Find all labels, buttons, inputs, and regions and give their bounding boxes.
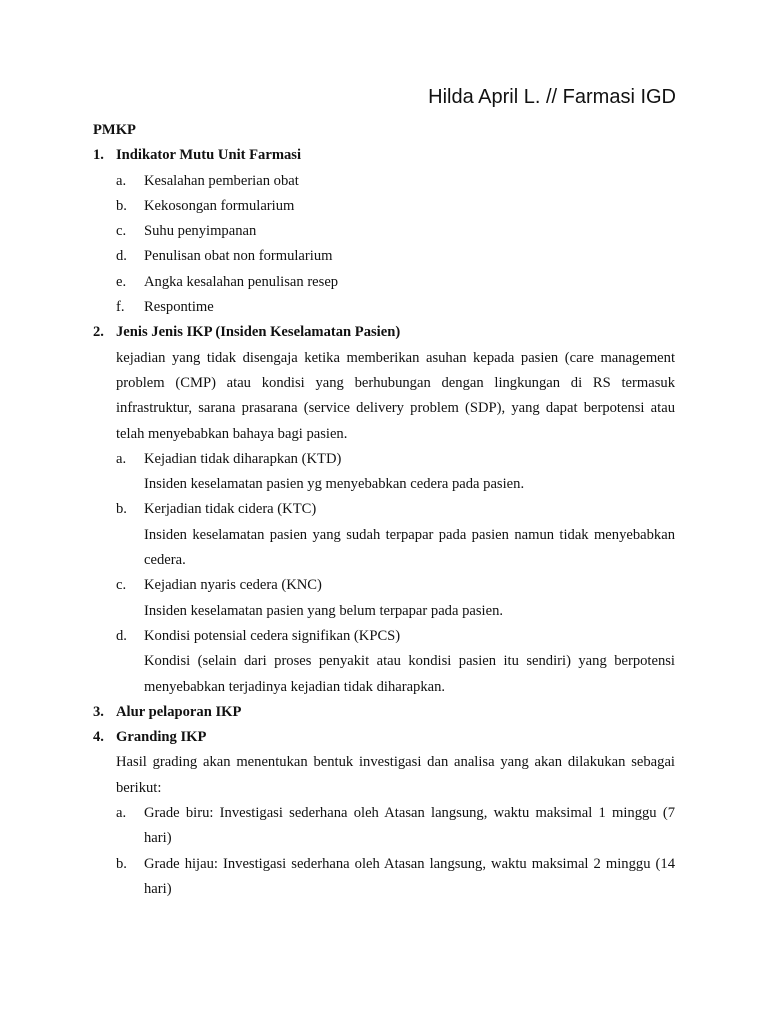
- sub-letter: c.: [116, 223, 127, 240]
- list-item-2: [93, 320, 675, 699]
- item-heading: Granding IKP: [116, 729, 207, 746]
- sub-title: Kesalahan pemberian obat: [144, 172, 299, 189]
- sub-item: [116, 573, 675, 624]
- sub-letter: a.: [116, 172, 127, 189]
- sub-item: [116, 295, 675, 320]
- item-heading: Alur pelaporan IKP: [116, 703, 242, 720]
- sub-item: [116, 219, 675, 244]
- sub-title: Respontime: [144, 299, 214, 316]
- sub-title: Kerjadian tidak cidera (KTC): [144, 501, 317, 518]
- sub-description: Insiden keselamatan pasien yg menyebabkan cedera pada pasien.: [144, 476, 525, 493]
- sub-title: Grade hijau: Investigasi sederhana oleh Atasan langsung, waktu maksimal 2 minggu (14 hari): [144, 855, 675, 897]
- sub-letter: a.: [116, 450, 127, 467]
- sub-list: [116, 169, 675, 321]
- sub-title: Suhu penyimpanan: [144, 223, 257, 240]
- sub-title: Kejadian tidak diharapkan (KTD): [144, 450, 342, 467]
- item-number: 4.: [93, 729, 104, 746]
- sub-description: Insiden keselamatan pasien yang sudah terpapar pada pasien namun tidak menyebabkan cedera.: [144, 526, 675, 569]
- sub-item: [116, 194, 675, 219]
- item-heading: Jenis Jenis IKP (Insiden Keselamatan Pasien): [116, 324, 401, 341]
- item-number: 3.: [93, 703, 104, 720]
- sub-title: Penulisan obat non formularium: [144, 248, 333, 265]
- sub-letter: d.: [116, 248, 127, 265]
- item-paragraph: kejadian yang tidak disengaja ketika memberikan asuhan kepada pasien (care management problem (CMP) atau kondisi yang berhubungan dengan lingkungan di RS termasuk infrastruktur, sarana prasarana (service delivery problem (SDP), yang dapat berpotensi atau telah menyebabkan bahaya bagi pasien.: [116, 349, 675, 442]
- sub-item: [116, 169, 675, 194]
- item-heading: Indikator Mutu Unit Farmasi: [116, 147, 302, 164]
- item-paragraph: Hasil grading akan menentukan bentuk investigasi dan analisa yang akan dilakukan sebagai berikut:: [116, 754, 675, 796]
- sub-title: Kejadian nyaris cedera (KNC): [144, 577, 322, 594]
- sub-title: Angka kesalahan penulisan resep: [144, 273, 339, 290]
- sub-title: Kondisi potensial cedera signifikan (KPCS): [144, 627, 401, 644]
- sub-item: [116, 852, 675, 903]
- sub-description: Insiden keselamatan pasien yang belum terpapar pada pasien.: [144, 602, 504, 619]
- sub-item: [116, 801, 675, 852]
- sub-title: Grade biru: Investigasi sederhana oleh Atasan langsung, waktu maksimal 1 minggu (7 hari): [144, 805, 675, 847]
- document-body: [93, 118, 675, 902]
- sub-list: [116, 801, 675, 902]
- sub-item: [116, 270, 675, 295]
- sub-list: [116, 447, 675, 700]
- sub-letter: b.: [116, 197, 127, 214]
- sub-item: [116, 447, 675, 498]
- item-number: 1.: [93, 147, 104, 164]
- sub-letter: d.: [116, 627, 127, 644]
- sub-description: Kondisi (selain dari proses penyakit atau kondisi pasien itu sendiri) yang berpotensi menyebabkan terjadinya kejadian tidak diharapkan.: [144, 653, 675, 695]
- sub-title: Kekosongan formularium: [144, 197, 295, 214]
- sub-letter: c.: [116, 577, 127, 594]
- author-header: Hilda April L. // Farmasi IGD: [428, 86, 676, 108]
- list-item-3: [93, 700, 675, 725]
- sub-letter: e.: [116, 273, 127, 290]
- list-item-4: [93, 725, 675, 902]
- sub-letter: a.: [116, 805, 127, 822]
- sub-letter: b.: [116, 501, 127, 518]
- section-title: PMKP: [93, 122, 136, 138]
- sub-letter: b.: [116, 855, 127, 872]
- sub-letter: f.: [116, 299, 125, 316]
- item-number: 2.: [93, 324, 104, 341]
- sub-item: [116, 497, 675, 573]
- sub-item: [116, 624, 675, 700]
- list-item-1: [93, 143, 675, 320]
- sub-item: [116, 244, 675, 269]
